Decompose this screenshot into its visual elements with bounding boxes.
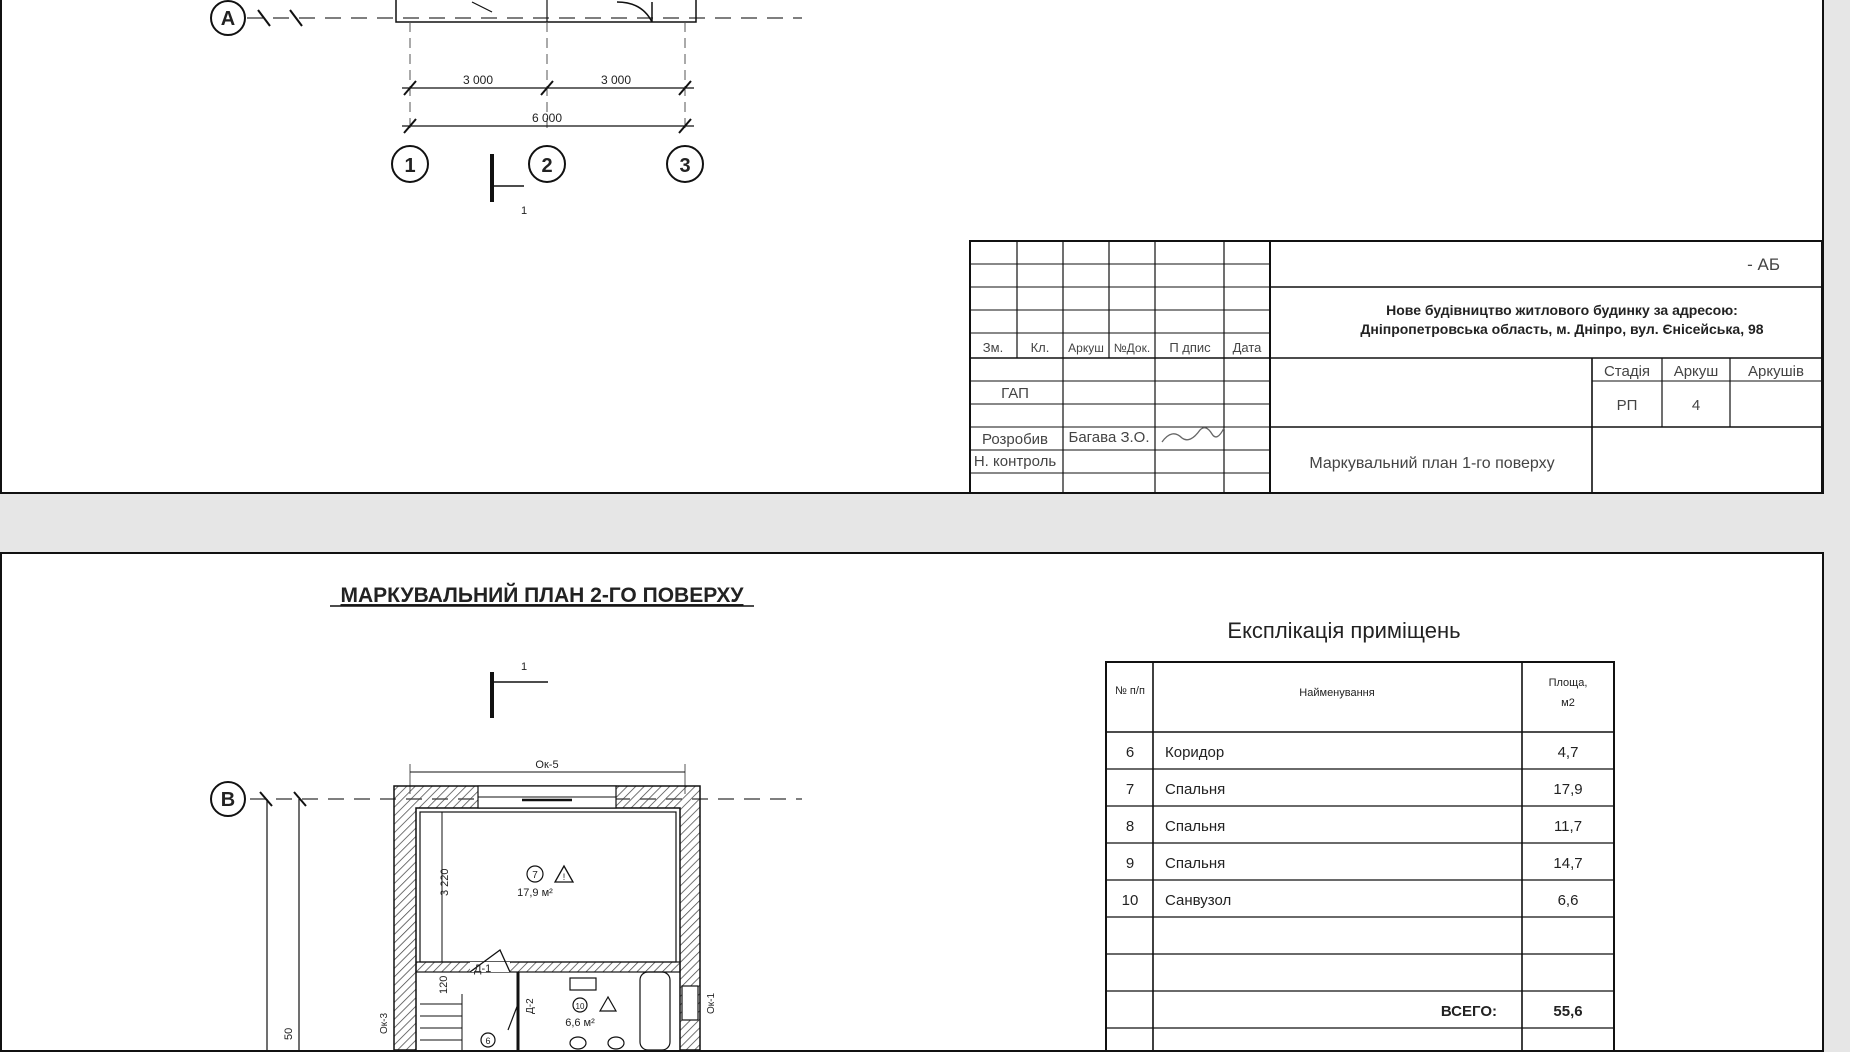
document-code: - АБ (1747, 255, 1780, 274)
room10-no: 10 (575, 1002, 585, 1011)
drawing-title: Маркувальний план 1-го поверху (1309, 455, 1555, 472)
role-developer: Розробив (981, 431, 1049, 448)
drawing-sheet-1st-floor (0, 0, 1824, 494)
window-top-label: Ок-5 (535, 759, 559, 771)
room7-area: 17,9 м² (517, 887, 553, 899)
window-ok1 (682, 986, 698, 1020)
sheet-label: Аркуш (1673, 363, 1719, 380)
col-area-header-l2: м2 (1561, 697, 1575, 709)
row-no: 9 (1125, 855, 1135, 872)
col-no-header: № п/п (1115, 685, 1145, 697)
row-name: Коридор (1165, 744, 1225, 761)
toilet-icon (570, 1037, 586, 1049)
dim-small-label: 120 (438, 975, 450, 994)
role-control: Н. контроль (973, 453, 1057, 470)
door-swing-arc (617, 2, 652, 22)
door-d2-label: Д-2 (525, 998, 536, 1014)
row-area: 6,6 (1557, 892, 1579, 909)
row-no: 7 (1125, 781, 1135, 798)
header-data: Дата (1232, 340, 1262, 355)
window-right-label: Ок-1 (706, 992, 717, 1014)
header-zm: Зм. (982, 340, 1004, 355)
room7-no: 7 (532, 870, 538, 881)
axis-b-label: B (220, 789, 236, 811)
axis-2-label: 2 (541, 155, 553, 177)
sheet2-drawing (2, 554, 1822, 1050)
stage-label: Стадія (1603, 363, 1651, 380)
signature-scribble (1162, 428, 1224, 442)
row-area: 14,7 (1553, 855, 1583, 872)
bathtub-icon (640, 972, 670, 1050)
project-title-line1: Нове будівництво житлового будинку за адресою: (1386, 302, 1738, 318)
row-area: 4,7 (1557, 744, 1579, 761)
bidet-icon (608, 1037, 624, 1049)
row-no: 6 (1125, 744, 1135, 761)
developer-name: Багава З.О. (1068, 429, 1150, 446)
sheet1-drawing (2, 0, 1822, 492)
washbasin-icon (570, 978, 596, 990)
row-name: Спальня (1165, 855, 1226, 872)
sheet-value: 4 (1691, 397, 1701, 414)
sheets-label: Аркушів (1748, 363, 1804, 380)
dim-label-total: 6 000 (531, 111, 563, 125)
stage-value: РП (1616, 397, 1638, 414)
header-arkush: Аркуш (1068, 341, 1104, 355)
row-area: 11,7 (1553, 818, 1583, 835)
col-name-header: Найменування (1299, 687, 1375, 699)
room10-area: 6,6 м² (565, 1017, 595, 1029)
axis-1-label: 1 (404, 155, 416, 177)
svg-text:!: ! (562, 872, 566, 882)
staircase (420, 994, 462, 1050)
building-walls (394, 786, 700, 1050)
project-title-line2: Дніпропетровська область, м. Дніпро, вул. Єнісейська, 98 (1360, 321, 1764, 337)
row-no: 8 (1125, 818, 1135, 835)
drawing-sheet-2nd-floor (0, 552, 1824, 1052)
dim-label-2: 3 000 (600, 73, 632, 87)
row-name: Спальня (1165, 781, 1226, 798)
explication-title: Експлікація приміщень (1227, 618, 1461, 643)
header-doc: №Док. (1113, 341, 1151, 355)
header-kl: Кл. (1030, 340, 1050, 355)
window-left-label: Ок-3 (379, 1012, 390, 1034)
total-label: ВСЕГО: (1440, 1003, 1497, 1020)
dim-label-1: 3 000 (462, 73, 494, 87)
dim-left-label: 50 (283, 1027, 295, 1040)
section-mark-label: 1 (520, 205, 528, 217)
axis-3-label: 3 (679, 155, 691, 177)
total-value: 55,6 (1553, 1003, 1583, 1020)
room6-no: 6 (485, 1036, 491, 1046)
header-pidpys: П дпис (1169, 340, 1211, 355)
row-area: 17,9 (1553, 781, 1583, 798)
section-mark-label-2: 1 (520, 661, 528, 673)
row-no: 10 (1121, 892, 1139, 909)
row-name: Санвузол (1165, 892, 1232, 909)
warning-triangle-icon-2 (600, 997, 616, 1011)
plan-title: МАРКУВАЛЬНИЙ ПЛАН 2-ГО ПОВЕРХУ (340, 584, 744, 607)
dim-room-label: 3 220 (439, 868, 451, 896)
row-name: Спальня (1165, 818, 1226, 835)
door-d1-label: Д-1 (474, 963, 492, 975)
axis-a-label: A (220, 8, 236, 30)
role-gap: ГАП (1001, 385, 1029, 402)
col-area-header-l1: Площа, (1548, 677, 1588, 689)
